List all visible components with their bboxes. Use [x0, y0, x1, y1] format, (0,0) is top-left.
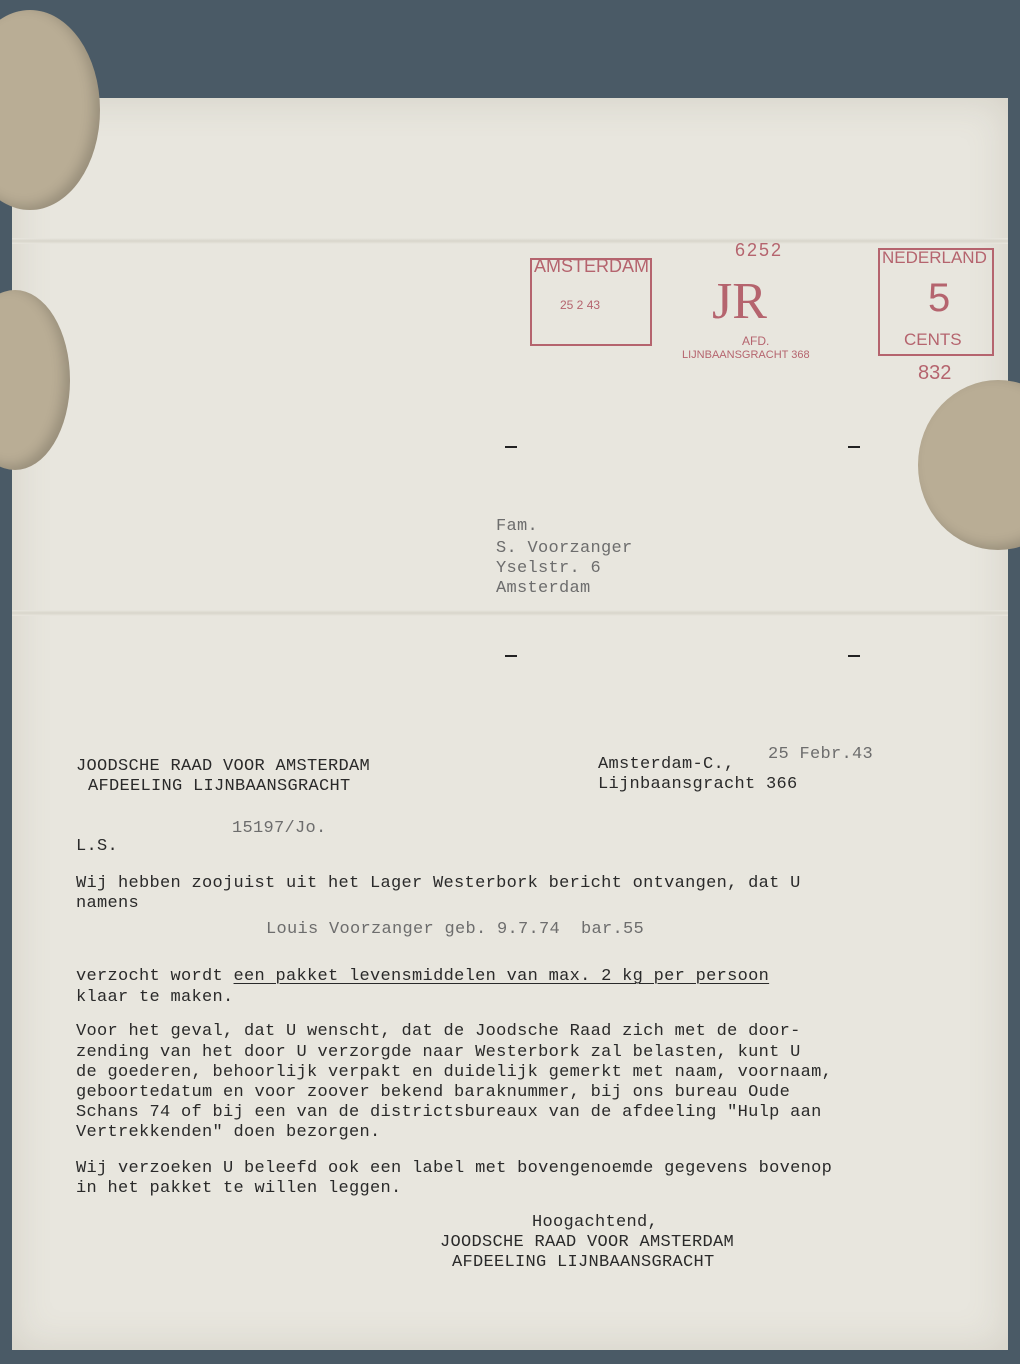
letterhead-place: Amsterdam-C., — [598, 755, 735, 774]
stamp-value: 5 — [928, 276, 951, 320]
stamp-date: 25 2 43 — [560, 298, 601, 312]
letter-date: 25 Febr.43 — [768, 745, 874, 764]
reference-number: 15197/Jo. — [232, 819, 327, 838]
body-line: in het pakket te willen leggen. — [76, 1179, 402, 1198]
request-prefix: verzocht wordt — [76, 967, 234, 986]
window-mark — [505, 446, 517, 448]
letterhead-dept: AFDEELING LIJNBAANSGRACHT — [88, 777, 351, 796]
recipient-line: Yselstr. 6 — [496, 559, 602, 578]
stamp-cents: CENTS — [904, 330, 962, 349]
window-mark — [505, 655, 517, 657]
closing-greeting: Hoogachtend, — [532, 1213, 659, 1232]
fold-line — [12, 238, 1008, 244]
body-line: klaar te maken. — [76, 988, 234, 1007]
recipient-line: Amsterdam — [496, 579, 591, 598]
stamp-city: AMSTERDAM — [534, 256, 650, 276]
body-line: namens — [76, 894, 140, 913]
stamp-meter-number: 832 — [918, 362, 952, 384]
fold-line — [12, 610, 1008, 616]
stamp-logo: JR — [712, 273, 767, 330]
body-line: zending van het door U verzorgde naar Westerbork zal belasten, kunt U — [76, 1043, 801, 1062]
request-underlined: een pakket levensmiddelen van max. 2 kg per persoon — [233, 967, 770, 986]
closing-org: JOODSCHE RAAD VOOR AMSTERDAM — [440, 1233, 735, 1252]
body-line — [76, 965, 769, 988]
salutation: L.S. — [76, 837, 119, 856]
recipient-line: S. Voorzanger — [496, 539, 633, 558]
letterhead-org: JOODSCHE RAAD VOOR AMSTERDAM — [76, 757, 371, 776]
body-line: de goederen, behoorlijk verpakt en duidelijk gemerkt met naam, voornaam, — [76, 1063, 833, 1082]
stamp-number: 6252 — [735, 240, 784, 260]
stamp-country: NEDERLAND — [882, 248, 987, 267]
body-line: Wij verzoeken U beleefd ook een label met bovengenoemde gegevens bovenop — [76, 1159, 833, 1178]
body-line: Voor het geval, dat U wenscht, dat de Joodsche Raad zich met de door- — [76, 1022, 801, 1041]
body-line: Schans 74 of bij een van de districtsbureaux van de afdeeling "Hulp aan — [76, 1103, 822, 1122]
body-line: Wij hebben zoojuist uit het Lager Westerbork bericht ontvangen, dat U — [76, 874, 801, 893]
window-mark — [848, 446, 860, 448]
stamp-afd: AFD. — [742, 334, 770, 348]
body-line: geboortedatum en voor zoover bekend baraknummer, bij ons bureau Oude — [76, 1083, 791, 1102]
person-details: Louis Voorzanger geb. 9.7.74 bar.55 — [266, 920, 645, 939]
recipient-line: Fam. — [496, 517, 539, 536]
closing-dept: AFDEELING LIJNBAANSGRACHT — [452, 1253, 715, 1272]
window-mark — [848, 655, 860, 657]
body-line: Vertrekkenden" doen bezorgen. — [76, 1123, 381, 1142]
letterhead-street: Lijnbaansgracht 366 — [598, 775, 798, 794]
stamp-address: LIJNBAANSGRACHT 368 — [682, 349, 810, 361]
